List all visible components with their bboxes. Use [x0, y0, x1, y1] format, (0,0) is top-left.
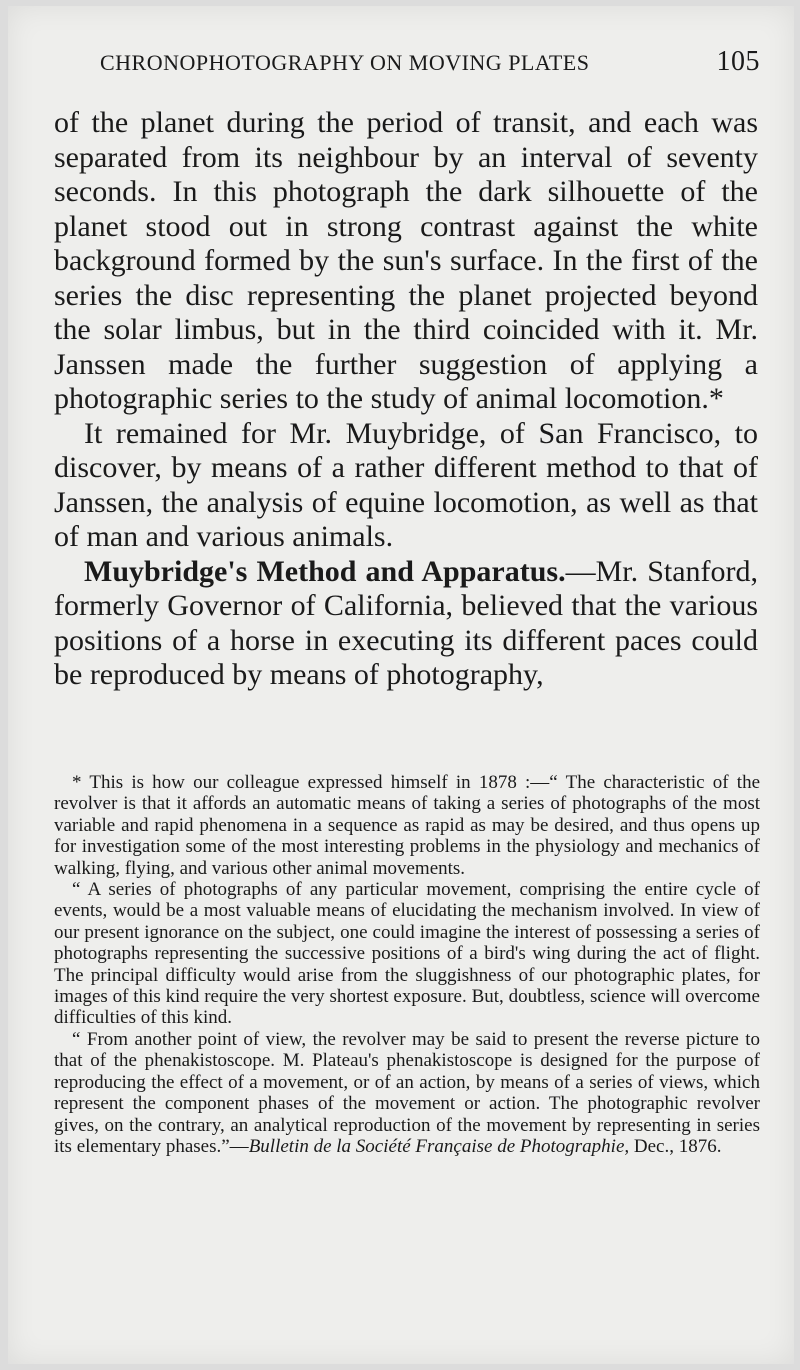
body-paragraph-text: —Mr. Stanford, formerly Governor of California, believed that the various positions of a horse in executing its different paces could be reproduced by means of photography,	[54, 554, 759, 691]
body-paragraph: It remained for Mr. Muybridge, of San Francisco, to discover, by means of a rather different method to that of Janssen, the analysis of equine locomotion, as well as that of man and various animals.	[54, 416, 758, 553]
section-heading: Muybridge's Method and Apparatus.	[84, 554, 566, 588]
footnote-text: “ From another point of view, the revolver may be said to present the reverse picture to that of the phenakistoscope. M. Plateau's phenakistoscope is designed for the purpose of reproducing the effect of a movement, or of an action, by means of a series of views, which represent the component phases of the movement or action. The photographic revolver gives, on the contrary, an analytical reproduction of the movement by representing in series its elementary phases.”—	[54, 1028, 760, 1157]
page-header	[100, 46, 760, 78]
citation-date: Dec., 1876.	[629, 1135, 722, 1157]
page-number: 105	[716, 46, 760, 77]
book-page	[8, 6, 794, 1364]
footnote: “ A series of photographs of any particular movement, comprising the entire cycle of events, would be a most valuable means of elucidating the mechanism involved. In view of our present ignorance on the subject, one could imagine the interest of possessing a series of photographs representing the successive positions of a bird's wing during the act of flight. The principal difficulty would arise from the sluggishness of our photographic plates, for images of this kind require the very shortest exposure. But, doubtless, science will overcome difficulties of this kind.	[54, 879, 760, 1029]
footnotes	[54, 772, 760, 1157]
citation: Bulletin de la Société Française de Photographie,	[248, 1135, 630, 1157]
running-title: CHRONOPHOTOGRAPHY ON MOVING PLATES	[100, 50, 590, 75]
footnote	[54, 1029, 760, 1157]
body-paragraph: of the planet during the period of transit, and each was separated from its neighbour by an interval of seventy seconds. In this photograph the dark silhouette of the planet stood out in strong contrast against the white background formed by the sun's surface. In the first of the series the disc representing the planet projected beyond the solar limbus, but in the third coincided with it. Mr. Janssen made the further suggestion of applying a photographic series to the study of animal locomotion.*	[54, 106, 758, 415]
body-paragraph	[54, 555, 758, 693]
footnote: * This is how our colleague expressed himself in 1878 :—“ The characteristic of the revolver is that it affords an automatic means of taking a series of photographs of the most variable and rapid phenomena in a sequence as rapid as may be desired, and thus opens up for investigation some of the most interesting problems in the physiology and mechanics of walking, flying, and various other animal movements.	[54, 772, 760, 879]
main-text	[54, 106, 758, 693]
